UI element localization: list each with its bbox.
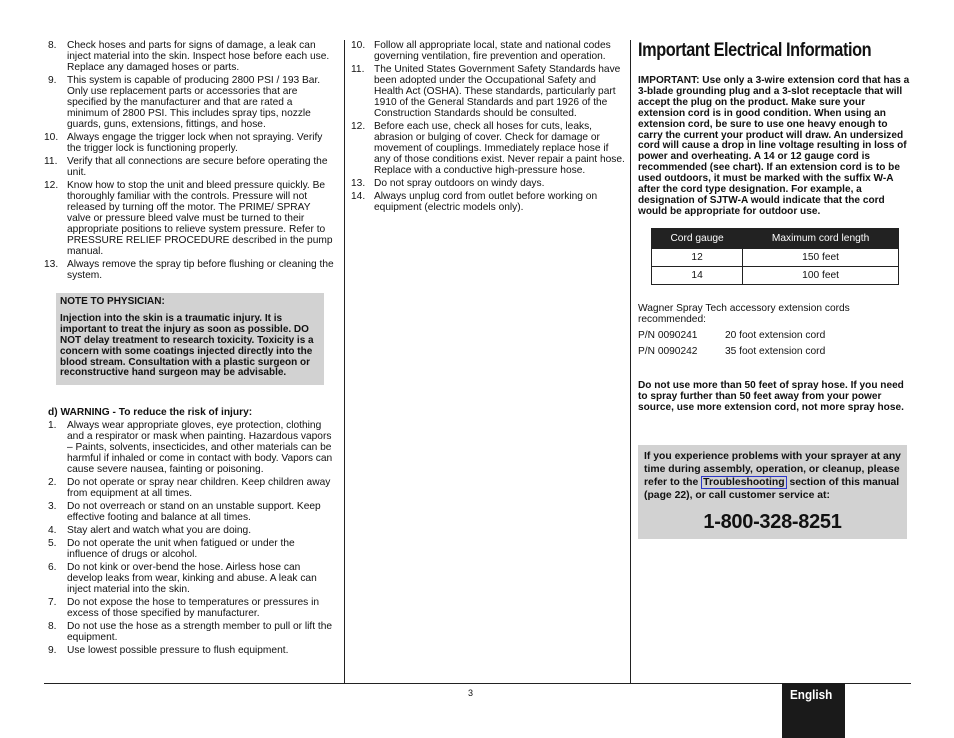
list-item: 8. Check hoses and parts for signs of damage, a leak can inject material into the skin. Inspect hose before each use. Replace any damaged hoses or parts. bbox=[48, 40, 330, 73]
table-row bbox=[652, 248, 899, 266]
physician-note-body: Injection into the skin is a traumatic injury. It is important to treat the injury as soon as possible. DO NOT delay treatment to research toxicity. Toxicity is a concern with some coatings injected directly into the blood stream. Consultation with a plastic surgeon or reconstructive hand surgeon may be advisable. bbox=[60, 312, 314, 379]
part-description: 35 foot extension cord bbox=[725, 345, 826, 357]
accessory-intro: Wagner Spray Tech accessory extension cords recommended: bbox=[638, 302, 850, 325]
list-item: 13. Do not spray outdoors on windy days. bbox=[351, 178, 545, 189]
list-item: 9. Use lowest possible pressure to flush equipment. bbox=[48, 645, 289, 657]
list-item: 5. Do not operate the unit when fatigued or under the influence of drugs or alcohol. bbox=[48, 538, 295, 561]
list-item: 9. This system is capable of producing 2800 PSI / 193 Bar. Only use replacement parts or accessories that are specified by the manufacturer and that are rated a minimum of 2800 PSI. This includes spray tips, nozzle guards, guns, extensions, fittings, and hose. bbox=[48, 75, 321, 130]
column-divider-1 bbox=[344, 40, 345, 684]
list-item: 13. Always remove the spray tip before flushing or cleaning the system. bbox=[44, 259, 334, 281]
troubleshooting-link[interactable]: Troubleshooting bbox=[703, 476, 785, 488]
warning-heading: d) WARNING - To reduce the risk of injury: bbox=[48, 407, 253, 419]
table-header: Cord gauge bbox=[652, 228, 743, 248]
list-item: 10. Always engage the trigger lock when not spraying. Verify the trigger lock is functioning properly. bbox=[44, 132, 323, 154]
hose-warning: Do not use more than 50 feet of spray hose. If you need to spray further than 50 feet away from your power source, use more extension cord, not more spray hose. bbox=[638, 379, 904, 413]
phone-number: 1-800-328-8251 bbox=[703, 510, 842, 533]
physician-note-box bbox=[56, 293, 324, 385]
language-tab: English bbox=[782, 683, 845, 738]
left-column bbox=[44, 40, 336, 658]
warning-list bbox=[44, 420, 336, 656]
list-item: 3. Do not overreach or stand on an unstable support. Keep effective footing and balance at all times. bbox=[48, 501, 321, 524]
table-cell: 14 bbox=[652, 266, 743, 284]
list-item: 14. Always unplug cord from outlet before working on equipment (electric models only). bbox=[351, 191, 598, 213]
safety-list-middle bbox=[351, 40, 625, 213]
accessory-row bbox=[638, 346, 910, 357]
list-item: 7. Do not expose the hose to temperatures or pressures in excess of those specified by manufacturer. bbox=[48, 597, 319, 620]
accessory-row bbox=[638, 330, 910, 341]
list-item: 12. Know how to stop the unit and bleed pressure quickly. Be thoroughly familiar with the controls. Pressure will not released by turning off the motor. The PRIME/ SPRAY valve or pressure bleed valve must be turned to their appropriate positions to relieve system pressure. Refer to PRESSURE RELIEF PROCEDURE described in the pump manual. bbox=[44, 180, 333, 257]
page-number: 3 bbox=[468, 688, 474, 698]
list-item: 12. Before each use, check all hoses for cuts, leaks, abrasion or bulging of cover. Check for damage or movement of couplings. Immediately replace hose if any of those conditions exist. Never repair a paint hose. Replace with a conductive high-pressure hose. bbox=[351, 121, 625, 176]
section-heading: Important Electrical Information bbox=[638, 40, 872, 61]
right-column bbox=[638, 40, 910, 539]
table-row bbox=[652, 266, 899, 284]
list-item: 11. The United States Government Safety Standards have been adopted under the Occupational Safety and Health Act (OSHA). These standards, particularly part 1910 of the General Standards and part 1926 of the Construction Standards should be consulted. bbox=[351, 64, 621, 119]
column-divider-2 bbox=[630, 40, 631, 684]
important-paragraph: IMPORTANT: Use only a 3-wire extension cord that has a 3-blade grounding plug and a 3-slot receptacle that will accept the plug on the product. Make sure your extension cord is in good condition. When using an extension cord, be sure to use one heavy enough to carry the current your product will draw. An undersized cord will cause a drop in line voltage resulting in loss of power and overheating. A 14 or 12 gauge cord is recommended (see chart). If an extension cord is to be used outdoors, it must be marked with the suffix W-A after the cord type designation. For example, a designation of SJTW-A would indicate that the cord would be appropriate for outdoor use. bbox=[638, 75, 910, 217]
customer-help-box: If you experience problems with your sprayer at any time during assembly, operation, or cleanup, please refer to the Troubleshooting section of this manual (page 22), or call customer service at: 1-800-328-8251 bbox=[638, 445, 907, 539]
list-item: 8. Do not use the hose as a strength member to pull or lift the equipment. bbox=[48, 621, 333, 644]
part-number: P/N 0090241 bbox=[638, 329, 698, 341]
table-cell: 150 feet bbox=[743, 248, 899, 266]
cord-gauge-table bbox=[651, 228, 899, 285]
list-item: 11. Verify that all connections are secure before operating the unit. bbox=[44, 156, 328, 178]
table-cell: 12 bbox=[652, 248, 743, 266]
list-item: 4. Stay alert and watch what you are doing. bbox=[48, 525, 252, 537]
list-item: 2. Do not operate or spray near children. Keep children away from equipment at all times. bbox=[48, 477, 331, 500]
list-item: 6. Do not kink or over-bend the hose. Airless hose can develop leaks from wear, kinking and abuse. A leak can inject material into the skin. bbox=[48, 562, 317, 596]
part-number: P/N 0090242 bbox=[638, 345, 698, 357]
table-cell: 100 feet bbox=[743, 266, 899, 284]
physician-note-title: NOTE TO PHYSICIAN: bbox=[60, 296, 165, 307]
middle-column bbox=[351, 40, 625, 215]
footer-rule bbox=[44, 683, 911, 684]
list-item: 10. Follow all appropriate local, state and national codes governing ventilation, fire prevention and operation. bbox=[351, 40, 611, 62]
list-item: 1. Always wear appropriate gloves, eye protection, clothing and a respirator or mask when painting. Hazardous vapors – Paints, solvents, insecticides, and other materials can be harmful if inhaled or come in contact with body. Vapors can cause severe nausea, fainting or poisoning. bbox=[48, 420, 333, 476]
part-description: 20 foot extension cord bbox=[725, 329, 826, 341]
safety-list-top bbox=[44, 40, 336, 281]
table-header: Maximum cord length bbox=[743, 228, 899, 248]
